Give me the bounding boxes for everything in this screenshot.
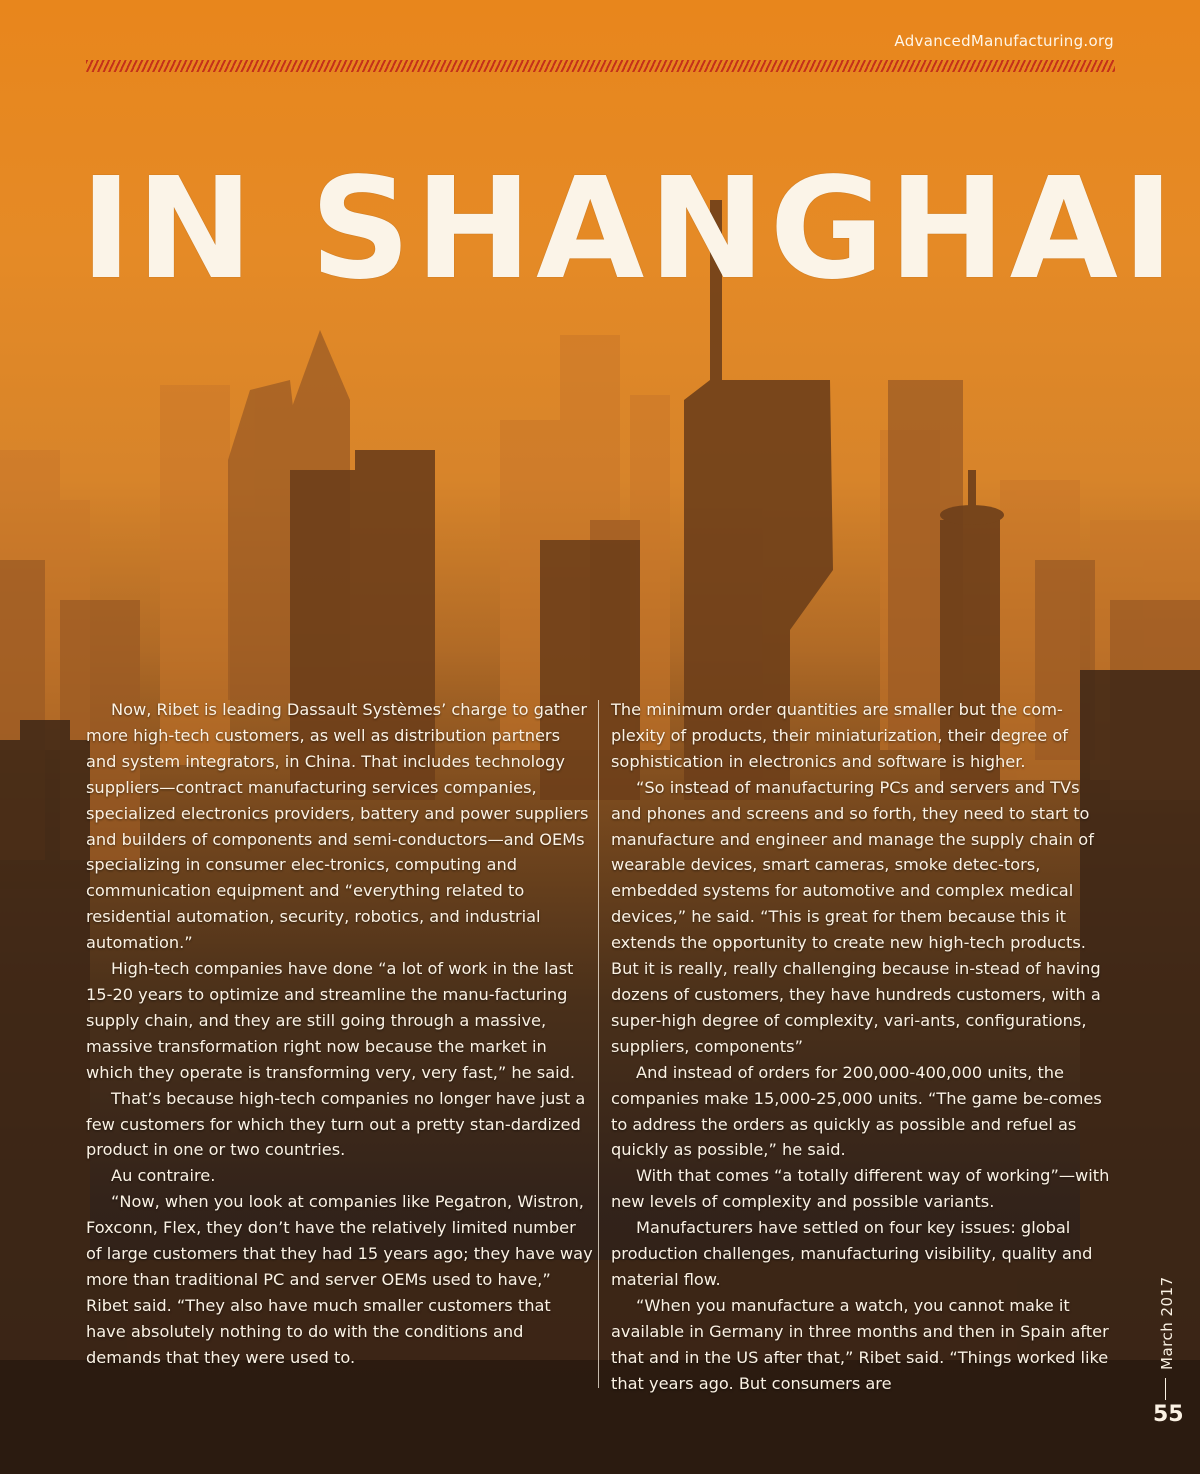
- paragraph: The minimum order quantities are smaller but the com-plexity of products, their miniaturization, their degree of sophistication in electronics and software is higher.: [611, 700, 1068, 771]
- article-column-left: [86, 697, 594, 1371]
- paragraph: Au contraire.: [111, 1166, 216, 1186]
- paragraph: With that comes “a totally different way of working”—with new levels of complexity and possible variants.: [611, 1166, 1110, 1212]
- folio-rule: [1165, 1378, 1166, 1400]
- paragraph: That’s because high-tech companies no longer have just a few customers for which they turn out a pretty stan-dardized product in one or two countries.: [86, 1088, 586, 1160]
- issue-date: March 2017: [1158, 1276, 1176, 1370]
- headline: IN SHANGHAI: [80, 148, 1179, 311]
- paragraph: “Now, when you look at companies like Pegatron, Wistron, Foxconn, Flex, they don’t have the relatively limited number of large customers that they had 15 years ago; they have way more than traditional PC and server OEMs used to have,” Ribet said. “They also have much smaller customers that have absolutely nothing to do with the conditions and demands that they were used to.: [86, 1192, 593, 1367]
- column-divider: [598, 700, 599, 1388]
- paragraph: Manufacturers have settled on four key issues: global production challenges, manufacturing visibility, quality and material flow.: [611, 1218, 1093, 1289]
- decorative-hatch-rule: [86, 60, 1115, 72]
- article-column-right: [611, 697, 1115, 1396]
- paragraph: “When you manufacture a watch, you cannot make it available in Germany in three months and then in Spain after that and in the US after that,” Ribet said. “Things worked like that years ago. But consumers are: [611, 1295, 1109, 1393]
- paragraph: “So instead of manufacturing PCs and servers and TVs and phones and screens and so forth, they need to start to manufacture and engineer and manage the supply chain of wearable devices, smart cameras, smoke detec-tors, embedded systems for automotive and complex medical devices,” he said. “This is great for them because this it extends the opportunity to create new high-tech products. But it is really, really challenging because in-stead of having dozens of customers, they have hundreds customers, with a super-high degree of complexity, vari-ants, configurations, suppliers, components”: [611, 777, 1101, 1056]
- site-url: AdvancedManufacturing.org: [894, 32, 1114, 50]
- paragraph: And instead of orders for 200,000-400,000 units, the companies make 15,000-25,000 units. “The game be-comes to address the orders as quickly as possible and refuel as quickly as possible,” he said.: [611, 1062, 1102, 1160]
- page-number: 55: [1153, 1402, 1184, 1427]
- paragraph: Now, Ribet is leading Dassault Systèmes’ charge to gather more high-tech customers, as well as distribution partners and system integrators, in China. That includes technology suppliers—contract manufacturing services companies, specialized electronics providers, battery and power suppliers and builders of components and semi-conductors—and OEMs specializing in consumer elec-tronics, computing and communication equipment and “everything related to residential automation, security, robotics, and industrial automation.”: [86, 700, 589, 953]
- paragraph: High-tech companies have done “a lot of work in the last 15-20 years to optimize and streamline the manu-facturing supply chain, and they are still going through a massive, massive transformation right now because the market in which they operate is transforming very, very fast,” he said.: [86, 959, 576, 1082]
